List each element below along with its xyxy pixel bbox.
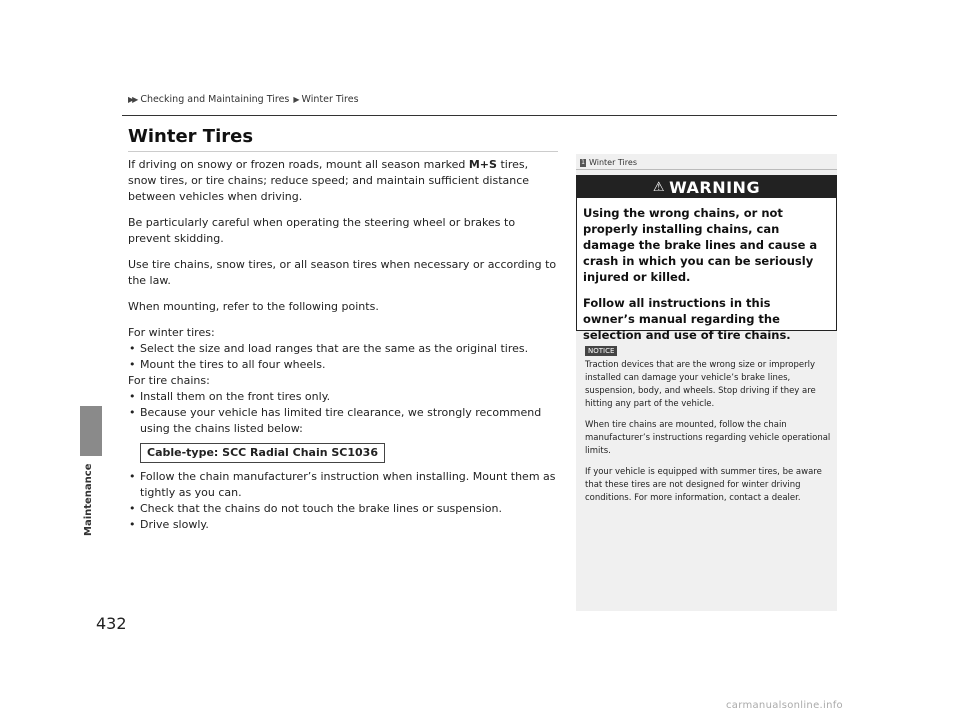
arrow-icon: ▶ <box>293 95 298 104</box>
list-item: • Drive slowly. <box>128 517 560 533</box>
warning-header <box>577 176 836 198</box>
header-divider <box>122 115 837 116</box>
notice-body <box>585 359 837 513</box>
reference-number-icon: 1 <box>581 158 585 166</box>
note-paragraph: When tire chains are mounted, follow the chain manufacturer’s instructions regarding vehicle operational limits. <box>585 420 831 456</box>
side-heading-text: Winter Tires <box>589 158 637 167</box>
tire-chains-label: For tire chains: <box>128 374 210 387</box>
list-item: • Check that the chains do not touch the brake lines or suspension. <box>128 501 560 517</box>
warning-paragraph: Follow all instructions in this owner’s manual regarding the selection and use of tire chains. <box>583 296 791 342</box>
list-item: • Follow the chain manufacturer’s instruction when installing. Mount them as tightly as you can. <box>128 469 560 501</box>
section-tab-marker <box>80 406 102 456</box>
mounting-paragraph: When mounting, refer to the following points. <box>128 300 379 313</box>
ms-mark: M+S <box>468 158 497 171</box>
page-number: 432 <box>96 614 127 633</box>
breadcrumb <box>128 94 359 105</box>
notice-badge: NOTICE <box>585 346 617 356</box>
winter-tires-list <box>128 341 560 373</box>
breadcrumb-item-tires[interactable]: Checking and Maintaining Tires <box>140 94 290 105</box>
tire-chains-list <box>128 389 560 437</box>
warning-box <box>576 175 837 342</box>
notice-paragraph: Traction devices that are the wrong size or improperly installed can damage your vehicle’s brake lines, suspension, body, and wheels. Stop driving if they are hitting any part of the vehicle. <box>585 360 816 409</box>
breadcrumb-item-winter-tires[interactable]: Winter Tires <box>301 94 359 105</box>
list-item: • Mount the tires to all four wheels. <box>128 357 560 373</box>
list-item: • Install them on the front tires only. <box>128 389 560 405</box>
warning-title: WARNING <box>669 177 761 197</box>
side-heading <box>580 158 637 167</box>
side-notes-panel <box>576 154 837 611</box>
chain-instructions-list <box>128 469 560 533</box>
note-paragraph: If your vehicle is equipped with summer tires, be aware that these tires are not designed for winter driving conditions. For more information, contact a dealer. <box>585 467 822 503</box>
use-paragraph: Use tire chains, snow tires, or all season tires when necessary or according to the law. <box>128 258 557 287</box>
side-heading-divider <box>576 169 837 170</box>
warning-paragraph: Using the wrong chains, or not properly installing chains, can damage the brake lines and cause a crash in which you can be seriously injured or killed. <box>583 206 818 284</box>
list-item: • Select the size and load ranges that are the same as the original tires. <box>128 341 560 357</box>
title-divider <box>128 151 558 152</box>
careful-paragraph: Be particularly careful when operating the steering wheel or brakes to prevent skidding. <box>128 216 516 245</box>
watermark: carmanualsonline.info <box>726 700 843 711</box>
warning-triangle-icon: ⚠ <box>652 179 666 195</box>
warning-text <box>577 198 836 343</box>
intro-paragraph: If driving on snowy or frozen roads, mount all season marked M+S tires, snow tires, or tire chains; reduce speed; and maintain sufficient distance between vehicles when driving. <box>128 158 530 203</box>
page-title: Winter Tires <box>128 126 254 147</box>
main-content <box>128 157 560 533</box>
winter-tires-label: For winter tires: <box>128 326 215 339</box>
recommended-chain-box: Cable-type: SCC Radial Chain SC1036 <box>140 443 385 463</box>
double-arrow-icon: ▶▶ <box>128 95 137 104</box>
list-item: • Because your vehicle has limited tire clearance, we strongly recommend using the chains listed below: <box>128 405 560 437</box>
